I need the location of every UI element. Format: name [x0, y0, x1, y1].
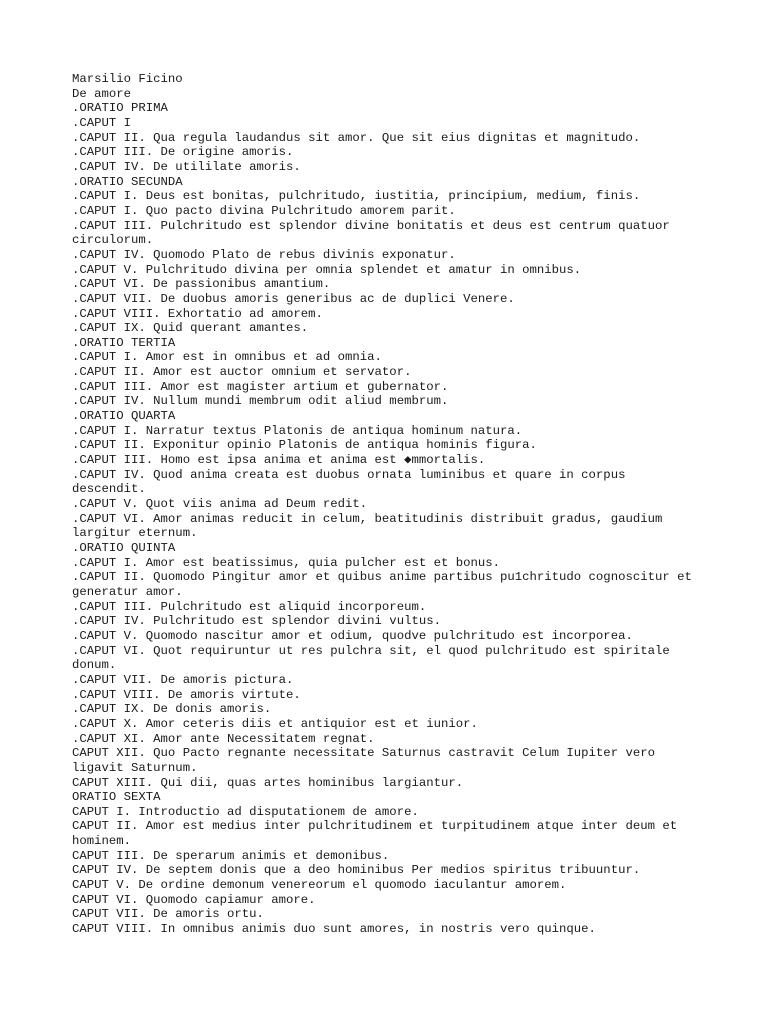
text-line: CAPUT IV. De septem donis que a deo hominibus Per medios spiritus tribuuntur. — [72, 863, 641, 878]
text-line: CAPUT XII. Quo Pacto regnante necessitate Saturnus castravit Celum Iupiter vero ligavit Saturnum. — [72, 746, 663, 775]
text-line: .CAPUT V. Pulchritudo divina per omnia splendet et amatur in omnibus. — [72, 262, 582, 277]
text-line: CAPUT III. De sperarum animis et demonibus. — [72, 848, 390, 863]
text-line: .ORATIO QUINTA — [72, 541, 176, 555]
text-line: .CAPUT IX. Quid querant amantes. — [72, 321, 309, 336]
text-line: .CAPUT I. Narratur textus Platonis de antiqua hominum natura. — [72, 423, 523, 438]
text-line: CAPUT XIII. Qui dii, quas artes hominibus largiantur. — [72, 775, 464, 790]
text-line: .CAPUT IV. De utililate amoris. — [72, 159, 301, 174]
text-line: .CAPUT I. Amor est in omnibus et ad omnia. — [72, 350, 382, 365]
text-line: CAPUT VI. Quomodo capiamur amore. — [72, 892, 316, 907]
text-line: .CAPUT III. De origine amoris. — [72, 145, 294, 160]
text-line: .CAPUT VI. Quot requiruntur ut res pulchra sit, el quod pulchritudo est spiritale donum. — [72, 643, 678, 673]
text-line: .CAPUT II. Qua regula laudandus sit amor. Que sit eius dignitas et magnitudo. — [72, 130, 641, 145]
text-line: .ORATIO QUARTA — [72, 409, 176, 424]
text-line: .CAPUT II. Quomodo Pingitur amor et quibus anime partibus pu1chritudo cognoscitur et generatur amor. — [72, 570, 700, 599]
text-line: .ORATIO PRIMA — [72, 101, 168, 116]
text-line: .CAPUT I. Amor est beatissimus, quia pulcher est et bonus. — [72, 555, 501, 570]
text-line: .CAPUT IV. Pulchritudo est splendor divini vultus. — [72, 614, 441, 629]
text-line: .CAPUT III. Homo est ipsa anima et anima est ◆mmortalis. — [72, 453, 486, 468]
text-line: .CAPUT I. Quo pacto divina Pulchritudo amorem parit. — [72, 203, 456, 218]
document-text — [72, 72, 702, 937]
text-line: .CAPUT VII. De duobus amoris generibus ac de duplici Venere. — [72, 291, 515, 306]
text-line: .CAPUT X. Amor ceteris diis et antiquior est et iunior. — [72, 716, 478, 731]
text-line: CAPUT I. Introductio ad disputationem de amore. — [72, 804, 419, 819]
text-line: .CAPUT V. Quot viis anima ad Deum redit. — [72, 497, 368, 512]
text-line: .CAPUT VII. De amoris pictura. — [72, 672, 294, 687]
text-line: .CAPUT XI. Amor ante Necessitatem regnat. — [72, 731, 375, 746]
text-line: .CAPUT IV. Nullum mundi membrum odit aliud membrum. — [72, 394, 449, 409]
text-line: .ORATIO TERTIA — [72, 335, 176, 350]
text-line: De amore — [72, 86, 132, 101]
text-line: .CAPUT II. Amor est auctor omnium et servator. — [72, 365, 412, 380]
text-line: .CAPUT I — [72, 115, 132, 130]
text-line: .CAPUT VIII. Exhortatio ad amorem. — [72, 306, 323, 321]
text-line: CAPUT V. De ordine demonum venereorum el quomodo iaculantur amorem. — [72, 878, 567, 893]
text-line: .CAPUT I. Deus est bonitas, pulchritudo, iustitia, principium, medium, finis. — [72, 189, 641, 204]
text-line: Marsilio Ficino — [72, 72, 183, 86]
text-line: .ORATIO SECUNDA — [72, 174, 183, 189]
text-line: CAPUT VII. De amoris ortu. — [72, 907, 264, 922]
text-line: .CAPUT III. Pulchritudo est aliquid incorporeum. — [72, 599, 427, 614]
text-line: .CAPUT II. Exponitur opinio Platonis de antiqua hominis figura. — [72, 438, 537, 453]
text-line: .CAPUT III. Pulchritudo est splendor divine bonitatis et deus est centrum quatuor circulorum. — [72, 218, 678, 248]
text-line: .CAPUT VI. Amor animas reducit in celum, beatitudinis distribuit gradus, gaudium largitur eternum. — [72, 511, 670, 541]
text-line: .CAPUT V. Quomodo nascitur amor et odium, quodve pulchritudo est incorporea. — [72, 628, 633, 643]
text-line: CAPUT VIII. In omnibus animis duo sunt amores, in nostris vero quinque. — [72, 922, 596, 937]
text-line: ORATIO SEXTA — [72, 790, 161, 805]
text-line: .CAPUT IV. Quod anima creata est duobus ornata luminibus et quare in corpus descendit. — [72, 467, 633, 497]
text-line: .CAPUT VIII. De amoris virtute. — [72, 687, 301, 702]
text-line: .CAPUT III. Amor est magister artium et gubernator. — [72, 379, 449, 394]
text-line: .CAPUT VI. De passionibus amantium. — [72, 277, 331, 292]
text-line: .CAPUT IV. Quomodo Plato de rebus divinis exponatur. — [72, 247, 456, 262]
text-line: CAPUT II. Amor est medius inter pulchritudinem et turpitudinem atque inter deum et hominem. — [72, 819, 685, 849]
text-line: .CAPUT IX. De donis amoris. — [72, 702, 272, 717]
